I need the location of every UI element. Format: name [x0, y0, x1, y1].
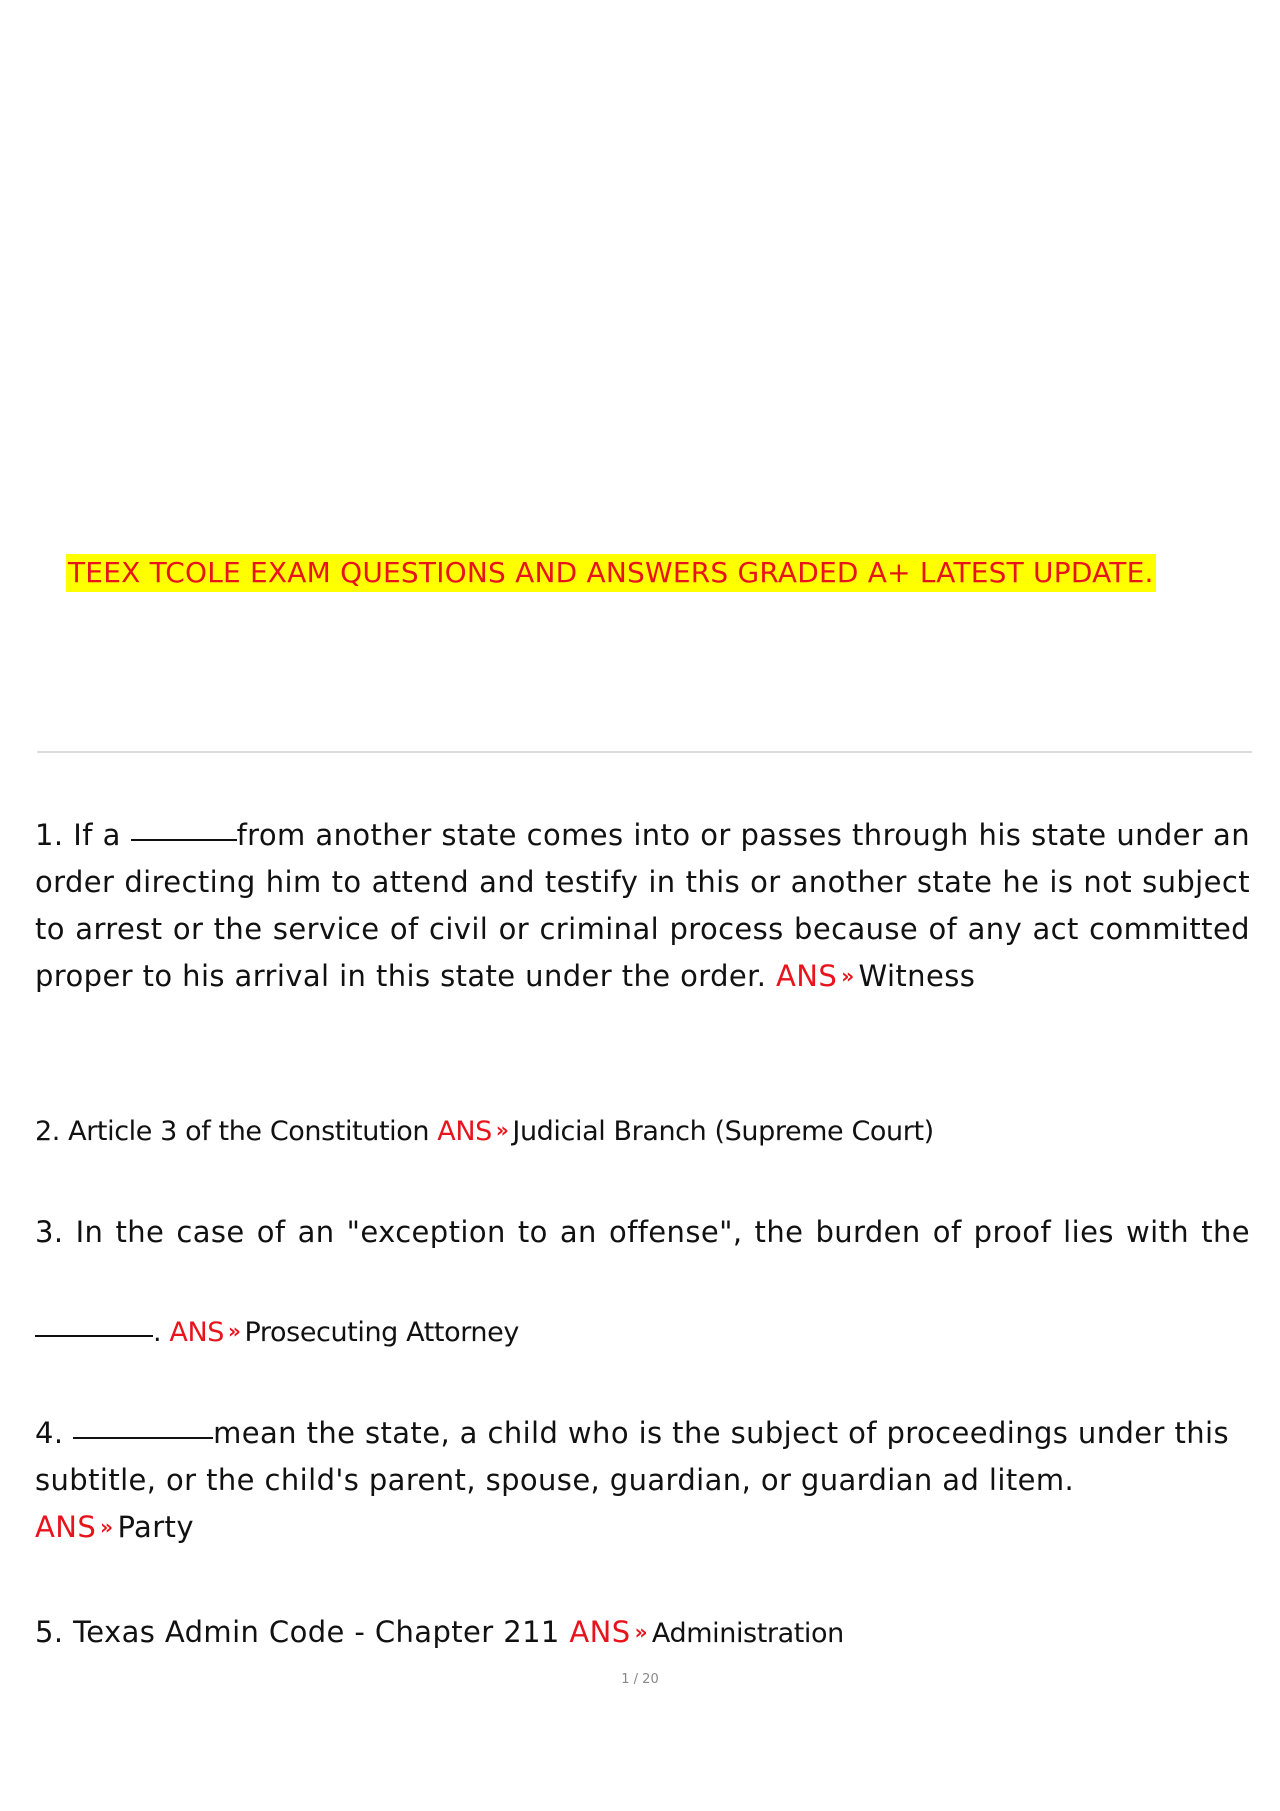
question-text: Texas Admin Code - Chapter 211: [73, 1615, 560, 1649]
question-text: In the case of an "exception to an offense", the burden of proof lies with the: [75, 1215, 1250, 1249]
answer-blank: [131, 838, 237, 841]
question-number: 2.: [35, 1116, 60, 1147]
question-suffix: .: [153, 1317, 162, 1348]
answer-blank: [35, 1334, 153, 1337]
document-title: TEEX TCOLE EXAM QUESTIONS AND ANSWERS GRADED A+ LATEST UPDATE.: [66, 554, 1156, 592]
chevron-right-icon: »: [100, 1515, 114, 1539]
question-number: 3.: [35, 1215, 64, 1249]
question-text: from another state comes into or passes through his state under an order directing him to attend and testify in this or another state he is not subject to arrest or the service of civil or criminal process because of any act committed proper to his arrival in this state under the order.: [35, 818, 1250, 993]
ans-label: ANS: [35, 1510, 97, 1544]
answer-text: Party: [117, 1510, 194, 1544]
ans-label: ANS: [437, 1116, 492, 1147]
question-prefix: If a: [73, 818, 121, 852]
answer-text: Prosecuting Attorney: [244, 1317, 519, 1348]
question-text: Article 3 of the Constitution: [68, 1116, 430, 1147]
question-3-answer-line: [35, 1309, 1250, 1358]
question-number: 4.: [35, 1416, 64, 1450]
page-indicator: 1 / 20: [621, 1672, 659, 1687]
answer-text: Witness: [858, 959, 976, 993]
divider-line: [37, 751, 1252, 753]
answer-text: Judicial Branch (Supreme Court): [512, 1116, 934, 1147]
question-text: mean the state, a child who is the subject of proceedings under this subtitle, or the child's parent, spouse, guardian, or guardian ad litem.: [35, 1416, 1229, 1497]
question-1: [35, 812, 1250, 1003]
question-2: [35, 1108, 1250, 1157]
question-3: [35, 1209, 1250, 1256]
answer-text: Administration: [651, 1618, 844, 1649]
chevron-right-icon: »: [227, 1319, 241, 1343]
ans-label: ANS: [169, 1317, 224, 1348]
question-4: [35, 1410, 1250, 1554]
chevron-right-icon: »: [634, 1620, 648, 1644]
chevron-right-icon: »: [495, 1118, 509, 1142]
ans-label: ANS: [776, 959, 838, 993]
question-5: [35, 1609, 1250, 1659]
chevron-right-icon: »: [841, 964, 855, 988]
ans-label: ANS: [569, 1615, 631, 1649]
question-number: 1.: [35, 818, 64, 852]
answer-blank: [73, 1436, 213, 1439]
question-number: 5.: [35, 1615, 64, 1649]
